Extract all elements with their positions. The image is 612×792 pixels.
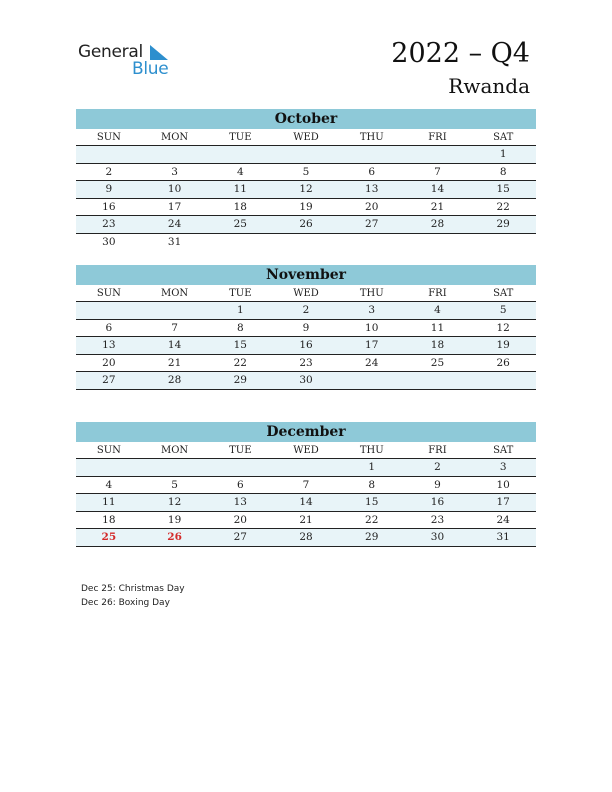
day-cell: 13 [102,339,116,351]
month-november [76,265,536,390]
week-row [76,459,536,477]
day-cell: 1 [236,304,244,316]
day-cell [76,302,142,319]
weekday-label: TUE [229,445,252,456]
day-cell: 30 [430,531,445,543]
weekday-label: SUN [96,132,121,143]
weekday-label: TUE [229,288,252,299]
day-cell: 19 [299,200,313,213]
day-cell: 16 [102,200,116,213]
day-cell: 20 [233,513,247,526]
day-cell [207,146,273,163]
day-cell: 9 [105,183,113,195]
day-cell: 23 [430,513,445,526]
day-cell: 12 [167,496,182,508]
day-cell: 24 [167,218,182,230]
day-cell: 16 [430,496,445,508]
day-cell: 21 [299,513,313,526]
weekday-label: FRI [428,132,447,143]
day-cell: 24 [365,356,379,369]
day-cell: 17 [496,496,510,508]
page-title: 2022 – Q4 [391,38,530,69]
week-row [76,164,536,182]
day-cell [339,372,405,389]
day-cell: 5 [302,165,310,178]
day-cell: 28 [167,374,182,386]
week-row [76,320,536,338]
day-cell: 14 [430,183,445,195]
day-cell: 23 [299,356,313,369]
day-cell [470,234,536,252]
day-cell: 20 [102,356,116,369]
day-cell: 22 [365,513,379,526]
day-cell: 12 [299,183,313,195]
day-cell [470,372,536,389]
day-cell: 6 [236,478,244,491]
day-cell: 13 [233,496,247,508]
day-cell: 26 [299,218,313,230]
month-name: December [76,422,536,442]
weekday-label: SAT [493,445,514,456]
day-cell [76,459,142,476]
day-cell [273,234,339,252]
holiday-note: Dec 26: Boxing Day [81,598,170,608]
week-row [76,372,536,390]
day-cell: 15 [365,496,379,508]
day-cell [405,146,471,163]
day-cell: 27 [365,218,379,230]
day-cell: 10 [167,183,182,195]
weekday-label: WED [293,288,319,299]
day-cell: 19 [496,339,510,351]
day-cell [273,146,339,163]
day-cell: 3 [499,461,507,473]
weekday-label: FRI [428,445,447,456]
day-cell: 7 [434,165,441,178]
day-cell: 1 [499,148,507,160]
day-cell: 11 [233,183,247,195]
day-cell [76,146,142,163]
day-cell: 13 [365,183,379,195]
day-cell: 27 [102,374,116,386]
day-cell: 30 [102,235,116,248]
weekday-label: SAT [493,132,514,143]
week-row [76,181,536,199]
day-cell: 3 [171,165,178,178]
month-december [76,422,536,547]
day-cell: 22 [496,200,510,213]
weekday-label: THU [359,288,384,299]
day-cell: 22 [233,356,247,369]
holiday-note: Dec 25: Christmas Day [81,584,185,594]
day-cell: 8 [368,478,376,491]
day-cell [207,234,273,252]
day-cell: 31 [167,235,182,248]
day-cell: 24 [496,513,510,526]
day-cell: 29 [233,374,247,386]
weekday-label: WED [293,132,319,143]
day-cell: 3 [368,304,376,316]
day-cell: 2 [105,165,113,178]
week-row [76,234,536,252]
weekday-label: MON [160,132,189,143]
weekday-label: MON [160,445,189,456]
day-cell: 29 [496,218,510,230]
day-cell: 8 [236,321,244,334]
day-cell: 15 [496,183,510,195]
day-cell: 28 [430,218,445,230]
day-cell: 14 [167,339,182,351]
day-cell: 25 [101,531,117,543]
day-cell: 17 [365,339,379,351]
day-cell: 12 [496,321,510,334]
day-cell: 23 [102,218,116,230]
weekday-label: MON [160,288,189,299]
week-row [76,146,536,164]
day-cell: 4 [105,478,113,491]
day-cell [142,459,208,476]
day-cell: 9 [302,321,310,334]
day-cell: 19 [167,513,182,526]
weekday-label: SUN [96,445,121,456]
day-cell: 30 [299,374,313,386]
day-cell: 20 [365,200,379,213]
month-october [76,109,536,251]
day-cell [405,234,471,252]
day-cell: 6 [368,165,376,178]
day-cell: 25 [233,218,247,230]
week-row [76,512,536,530]
day-cell [339,234,405,252]
day-cell: 17 [167,200,182,213]
day-cell: 8 [499,165,507,178]
day-cell [142,146,208,163]
weekday-header-row [76,129,536,146]
holiday-notes [81,582,185,610]
day-cell: 28 [299,531,313,543]
day-cell: 29 [365,531,379,543]
day-cell: 7 [171,321,178,334]
week-row [76,216,536,234]
day-cell: 18 [430,339,445,351]
week-row [76,302,536,320]
logo-blue-text: Blue [132,59,169,79]
day-cell: 11 [102,496,116,508]
week-row [76,355,536,373]
day-cell: 7 [302,478,310,491]
day-cell: 21 [430,200,445,213]
weekday-header-row [76,442,536,459]
weekday-header-row [76,285,536,302]
day-cell: 18 [233,200,247,213]
day-cell: 25 [430,356,445,369]
day-cell: 31 [496,531,510,543]
day-cell: 9 [434,478,441,491]
day-cell: 26 [496,356,510,369]
weekday-label: FRI [428,288,447,299]
day-cell [207,459,273,476]
week-row [76,477,536,495]
day-cell: 10 [496,478,510,491]
logo-triangle-icon [148,45,168,60]
weekday-label: SAT [493,288,514,299]
month-name: October [76,109,536,129]
day-cell [339,146,405,163]
week-row [76,337,536,355]
weekday-label: SUN [96,288,121,299]
week-row [76,529,536,547]
country-name: Rwanda [448,74,530,98]
day-cell: 27 [233,531,247,543]
month-name: November [76,265,536,285]
day-cell: 4 [434,304,441,316]
week-row [76,494,536,512]
day-cell: 4 [236,165,244,178]
day-cell: 14 [299,496,313,508]
day-cell: 6 [105,321,113,334]
day-cell: 21 [167,356,182,369]
day-cell: 11 [430,321,445,334]
day-cell: 1 [368,461,376,473]
logo-general-text: General [78,42,143,62]
day-cell: 2 [302,304,310,316]
day-cell: 16 [299,339,313,351]
day-cell [273,459,339,476]
day-cell: 26 [167,531,182,543]
weekday-label: TUE [229,132,252,143]
day-cell [142,302,208,319]
generalblue-logo [78,42,188,82]
week-row [76,199,536,217]
weekday-label: WED [293,445,319,456]
day-cell: 5 [171,478,178,491]
day-cell: 2 [434,461,441,473]
weekday-label: THU [359,445,384,456]
weekday-label: THU [359,132,384,143]
day-cell: 10 [365,321,379,334]
day-cell: 18 [102,513,116,526]
day-cell: 15 [233,339,247,351]
day-cell: 5 [499,304,507,316]
day-cell [405,372,471,389]
